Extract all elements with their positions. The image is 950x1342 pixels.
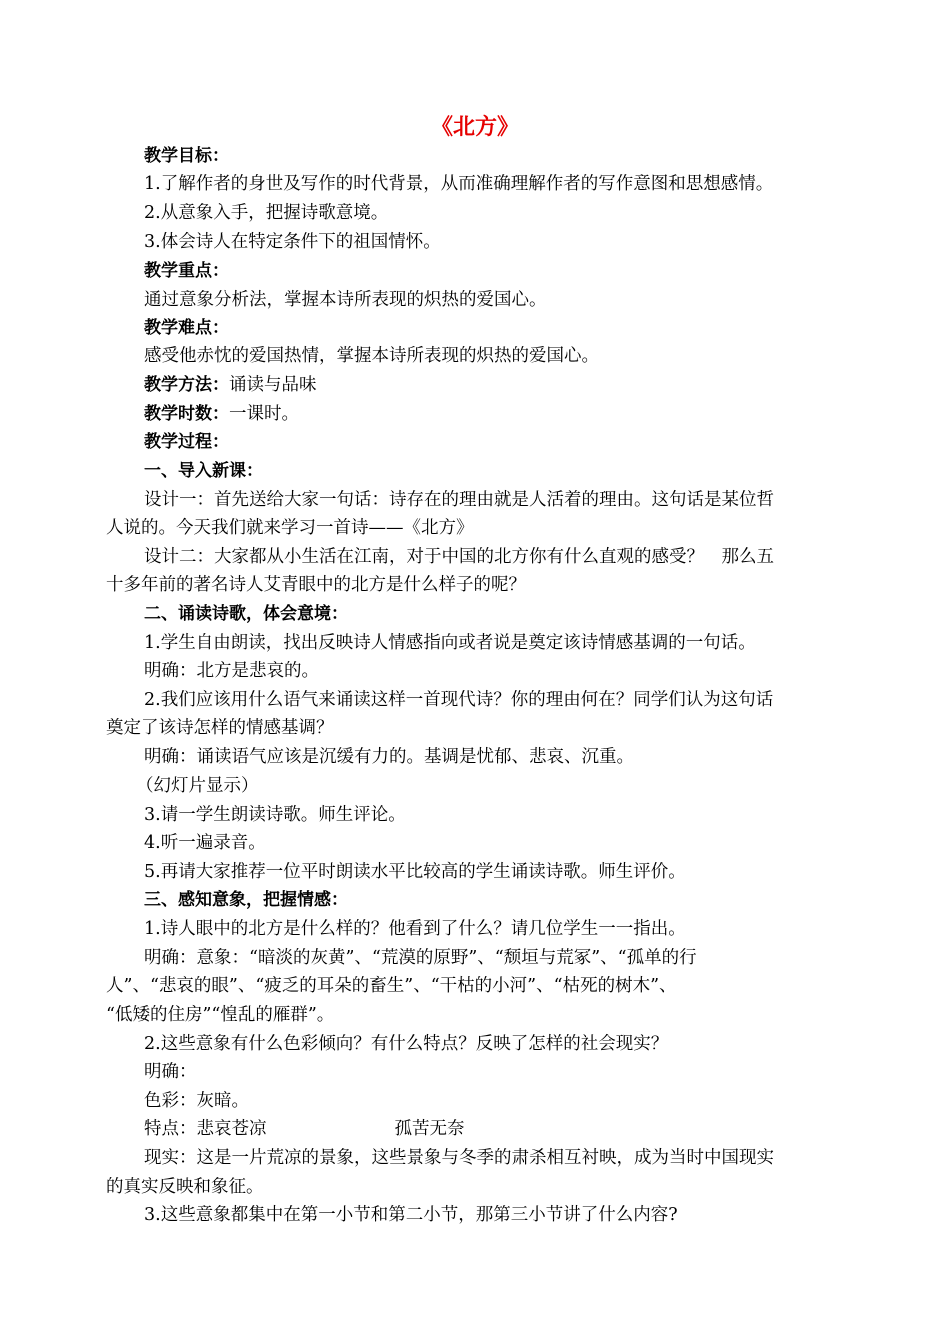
- section2-q1: 1.学生自由朗读，找出反映诗人情感指向或者说是奠定该诗情感基调的一句话。: [144, 633, 756, 653]
- design2-line: 设计二：大家都从小生活在江南，对于中国的北方你有什么直观的感受？ 那么五: [144, 547, 774, 567]
- method-text: 诵读与品味: [229, 375, 317, 395]
- design1-line: 人说的。今天我们就来学习一首诗——《北方》: [106, 518, 474, 538]
- section3-q2: 2.这些意象有什么色彩倾向？有什么特点？反映了怎样的社会现实？: [144, 1034, 669, 1054]
- method-heading: 教学方法：: [144, 375, 229, 395]
- section3-reality: 的真实反映和象征。: [106, 1177, 264, 1197]
- difficulty-text: 感受他赤忱的爱国热情，掌握本诗所表现的炽热的爱国心。: [144, 346, 599, 366]
- goal-item: 2.从意象入手，把握诗歌意境。: [144, 203, 389, 223]
- section2-a2: 明确：诵读语气应该是沉缓有力的。基调是忧郁、悲哀、沉重。: [144, 747, 634, 767]
- section2-slide: （幻灯片显示）: [136, 776, 259, 796]
- page-title: 《北方》: [430, 114, 519, 140]
- section3-color: 色彩：灰暗。: [144, 1091, 249, 1111]
- section2-heading: 二、诵读诗歌，体会意境：: [144, 604, 348, 624]
- goal-item: 3.体会诗人在特定条件下的祖国情怀。: [144, 232, 441, 252]
- section3-feature: [144, 1115, 884, 1144]
- section3-a1: 明确：意象：“暗淡的灰黄”、“荒漠的原野”、“颓垣与荒冢”、“孤单的行: [144, 948, 697, 968]
- process-heading: 教学过程：: [144, 432, 229, 452]
- design2-line: 十多年前的著名诗人艾青眼中的北方是什么样子的呢？: [106, 575, 526, 595]
- section2-q5: 5.再请大家推荐一位平时朗读水平比较高的学生诵读诗歌。师生评价。: [144, 862, 686, 882]
- section3-a1: 人”、“悲哀的眼”、“疲乏的耳朵的畜生”、“干枯的小河”、“枯死的树木”、: [106, 976, 677, 996]
- key-point-text: 通过意象分析法，掌握本诗所表现的炽热的爱国心。: [144, 290, 547, 310]
- design1-line: 设计一：首先送给大家一句话：诗存在的理由就是人活着的理由。这句话是某位哲: [144, 490, 774, 510]
- section2-q4: 4.听一遍录音。: [144, 833, 266, 853]
- feature-b: 孤苦无奈: [394, 1119, 465, 1139]
- section2-q2: 奠定了该诗怎样的情感基调？: [106, 718, 334, 738]
- section3-q3: 3.这些意象都集中在第一小节和第二小节，那第三小节讲了什么内容?: [144, 1205, 678, 1225]
- hours-heading: 教学时数：: [144, 404, 229, 424]
- section2-a1: 明确：北方是悲哀的。: [144, 661, 319, 681]
- section3-heading: 三、感知意象，把握情感：: [144, 890, 348, 910]
- feature-a: 特点：悲哀苍凉: [144, 1119, 267, 1139]
- section3-a2-label: 明确：: [144, 1062, 197, 1082]
- hours-text: 一课时。: [229, 404, 299, 424]
- difficulty-heading: 教学难点：: [144, 318, 229, 338]
- goals-heading: 教学目标：: [144, 146, 229, 166]
- method-line: [144, 371, 884, 400]
- section2-q3: 3.请一学生朗读诗歌。师生评论。: [144, 805, 406, 825]
- section3-reality: 现实：这是一片荒凉的景象，这些景象与冬季的肃杀相互衬映，成为当时中国现实: [144, 1148, 774, 1168]
- key-point-heading: 教学重点：: [144, 261, 229, 281]
- goal-item: 1.了解作者的身世及写作的时代背景，从而准确理解作者的写作意图和思想感情。: [144, 174, 774, 194]
- section1-heading: 一、导入新课：: [144, 461, 263, 481]
- section3-a1: “低矮的住房”“惶乱的雁群”。: [106, 1005, 335, 1025]
- section2-q2: 2.我们应该用什么语气来诵读这样一首现代诗？你的理由何在？同学们认为这句话: [144, 690, 774, 710]
- section3-q1: 1.诗人眼中的北方是什么样的？他看到了什么？请几位学生一一指出。: [144, 919, 686, 939]
- hours-line: [144, 400, 884, 429]
